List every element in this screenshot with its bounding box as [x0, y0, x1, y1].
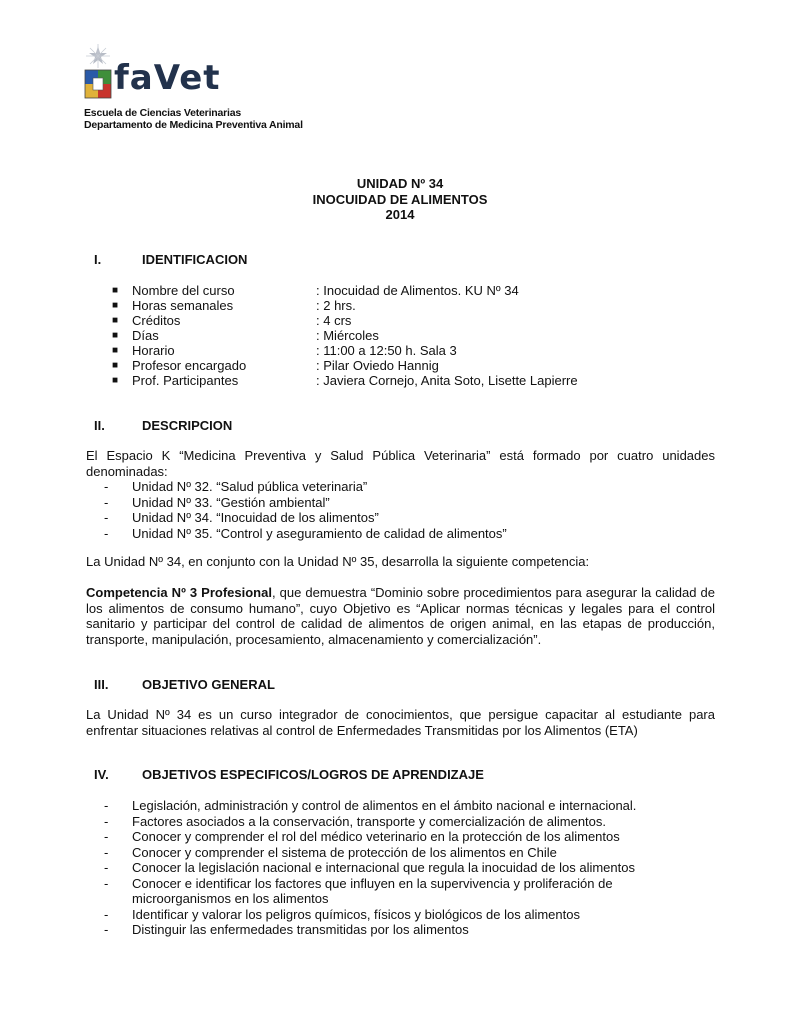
title-year: 2014 — [385, 207, 415, 222]
description-intro — [86, 448, 715, 479]
section-descripcion-heading — [94, 418, 232, 433]
list-item — [104, 876, 692, 907]
section-title: OBJETIVOS ESPECIFICOS/LOGROS DE APRENDIZAJE — [142, 767, 484, 782]
section-objetivo-general-heading — [94, 677, 275, 692]
id-value: : Miércoles — [316, 328, 379, 343]
favet-logo — [84, 44, 284, 104]
id-label: Profesor encargado — [132, 358, 247, 373]
section-number: I. — [94, 252, 102, 267]
objective-text: Conocer y comprender el rol del médico veterinario en la protección de los alimentos — [132, 829, 620, 844]
title-unit: UNIDAD Nº 34 — [356, 176, 444, 191]
competence-title: Competencia Nº 3 Profesional — [86, 585, 272, 600]
section-title: OBJETIVO GENERAL — [142, 677, 275, 692]
square-bullet-icon: ■ — [112, 330, 119, 341]
id-value: : Javiera Cornejo, Anita Soto, Lisette Lapierre — [316, 373, 578, 388]
paragraph: La Unidad Nº 34 es un curso integrador de conocimientos, que persigue capacitar al estudiante para enfrentar situaciones relativas al control de Enfermedades Transmitidas por los Alimentos (ETA) — [86, 707, 715, 738]
unit-text: Unidad Nº 32. “Salud pública veterinaria” — [132, 479, 368, 494]
objective-text: Legislación, administración y control de alimentos en el ámbito nacional e internacional. — [132, 798, 637, 813]
dash-bullet-icon: - — [104, 906, 109, 922]
section-identificacion-heading — [94, 252, 247, 267]
section-number: III. — [94, 677, 109, 692]
document-title — [0, 176, 800, 223]
paragraph — [86, 585, 715, 647]
list-item — [104, 860, 692, 876]
dash-bullet-icon: - — [104, 829, 109, 844]
title-subject: INOCUIDAD DE ALIMENTOS — [312, 191, 488, 207]
list-item — [104, 845, 692, 861]
paragraph: La Unidad Nº 34, en conjunto con la Unidad Nº 35, desarrolla la siguiente competencia: — [86, 554, 590, 569]
objective-text: Conocer y comprender el sistema de protección de los alimentos en Chile — [132, 844, 557, 860]
objective-text: Distinguir las enfermedades transmitidas por los alimentos — [132, 922, 469, 937]
dash-bullet-icon: - — [104, 479, 109, 494]
square-bullet-icon: ■ — [112, 375, 119, 386]
logo-wordmark: faVet — [114, 58, 221, 98]
list-item — [104, 495, 692, 511]
list-item — [104, 479, 692, 495]
dash-bullet-icon: - — [104, 860, 109, 875]
objective-text: Factores asociados a la conservación, transporte y comercialización de alimentos. — [132, 813, 607, 829]
paragraph: El Espacio K “Medicina Preventiva y Salud Pública Veterinaria” está formado por cuatro unidades denominadas: — [86, 448, 715, 479]
general-objective — [86, 707, 715, 738]
dash-bullet-icon: - — [104, 922, 109, 937]
list-item — [104, 798, 692, 814]
objective-text: Conocer la legislación nacional e internacional que regula la inocuidad de los alimentos — [132, 860, 635, 875]
list-item — [104, 829, 692, 845]
competence-text: , que demuestra “Dominio sobre procedimientos para asegurar la calidad de los alimentos de consumo humano”, cuyo Objetivo es “Aplicar normas técnicas y legales para el control sanitario y participar del control de calidad de alimentos de origen animal, en las etapas de producción, transporte, manipulación, procesamiento, almacenamiento y comercialización”. — [86, 585, 715, 647]
list-item — [104, 510, 692, 526]
id-label: Nombre del curso — [132, 283, 235, 298]
dash-bullet-icon: - — [104, 525, 109, 541]
list-item — [104, 526, 692, 542]
dash-bullet-icon: - — [104, 875, 109, 891]
university-emblem-icon — [84, 44, 112, 102]
id-label: Prof. Participantes — [132, 373, 239, 388]
units-list — [104, 479, 692, 541]
dash-bullet-icon: - — [104, 813, 109, 829]
id-label: Horas semanales — [132, 298, 234, 313]
section-title: IDENTIFICACION — [142, 252, 248, 267]
unit-text: Unidad Nº 33. “Gestión ambiental” — [132, 494, 330, 510]
dash-bullet-icon: - — [104, 798, 109, 813]
list-item — [104, 907, 692, 923]
id-value: : 4 crs — [316, 313, 352, 328]
square-bullet-icon: ■ — [112, 360, 119, 371]
school-name: Escuela de Ciencias Veterinarias — [84, 107, 242, 119]
id-label: Días — [132, 328, 159, 343]
id-label: Horario — [132, 343, 175, 358]
square-bullet-icon: ■ — [112, 315, 119, 326]
dash-bullet-icon: - — [104, 510, 109, 525]
square-bullet-icon: ■ — [112, 345, 119, 356]
competence-intro — [86, 554, 715, 570]
list-item — [104, 814, 692, 830]
unit-text: Unidad Nº 34. “Inocuidad de los alimentos” — [132, 510, 379, 525]
section-title: DESCRIPCION — [142, 418, 233, 433]
section-number: II. — [94, 418, 105, 433]
specific-objectives-list — [104, 798, 692, 938]
objective-text: Conocer e identificar los factores que influyen en la supervivencia y proliferación de microorganismos en los alimentos — [132, 875, 613, 906]
square-bullet-icon: ■ — [112, 300, 119, 311]
objective-text: Identificar y valorar los peligros químicos, físicos y biológicos de los alimentos — [132, 906, 580, 922]
section-number: IV. — [94, 767, 109, 782]
list-item — [104, 922, 692, 938]
dash-bullet-icon: - — [104, 494, 109, 510]
id-value: : 11:00 a 12:50 h. Sala 3 — [316, 343, 457, 358]
school-info — [84, 107, 303, 131]
id-value: : Inocuidad de Alimentos. KU Nº 34 — [316, 283, 519, 298]
id-label: Créditos — [132, 313, 181, 328]
id-value: : Pilar Oviedo Hannig — [316, 358, 439, 373]
unit-text: Unidad Nº 35. “Control y aseguramiento de calidad de alimentos” — [132, 525, 507, 541]
square-bullet-icon: ■ — [112, 285, 119, 296]
section-objetivos-especificos-heading — [94, 767, 484, 782]
id-value: : 2 hrs. — [316, 298, 356, 313]
competence-paragraph — [86, 585, 715, 647]
dash-bullet-icon: - — [104, 844, 109, 860]
department-name: Departamento de Medicina Preventiva Animal — [84, 119, 303, 131]
